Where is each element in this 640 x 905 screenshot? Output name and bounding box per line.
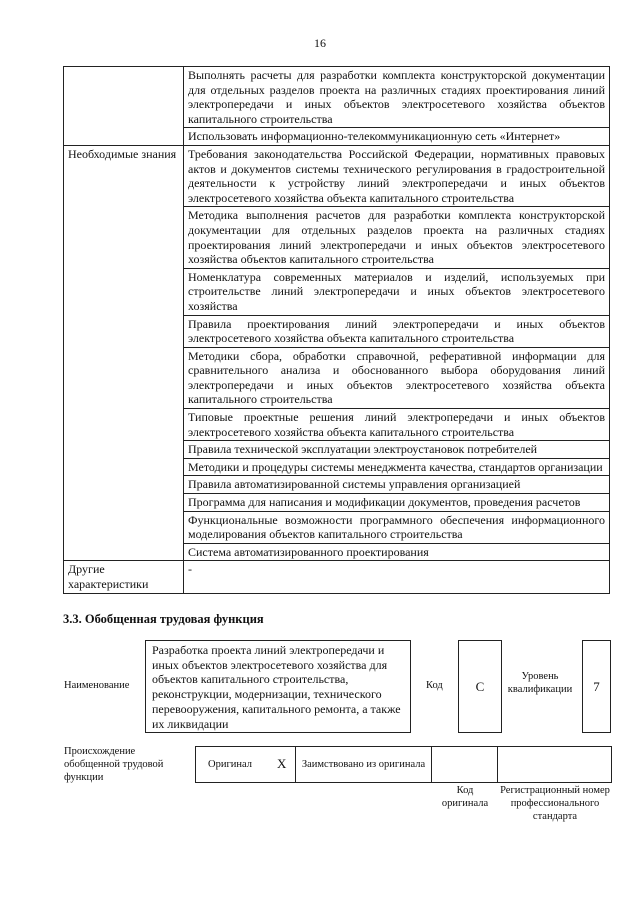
knowledge-table bbox=[63, 66, 610, 594]
row-text: Использовать информационно-телекоммуникационную сеть «Интернет» bbox=[184, 128, 610, 146]
row-label bbox=[64, 67, 184, 146]
row-text: Функциональные возможности программного обеспечения информационного моделирования объектов капитального строительства bbox=[184, 511, 610, 543]
code-original-cell bbox=[431, 746, 498, 783]
row-text: Методики сбора, обработки справочной, реферативной информации для сравнительного анализа и обоснованного выбора оборудования линий электропередачи и иных объектов электросетевого хозяйства объекта капитального строительства bbox=[184, 347, 610, 408]
original-mark: X bbox=[277, 756, 287, 771]
table-row bbox=[64, 67, 610, 128]
row-label: Другие характеристики bbox=[64, 561, 184, 593]
code-original-label: Код оригинала bbox=[441, 785, 489, 809]
row-text: Методика выполнения расчетов для разработки комплекта конструкторской документации для отдельных разделов проекта на различных стадиях проектирования линий электропередачи и иных объектов электросетевого хозяйства объектов капитального строительства bbox=[184, 207, 610, 268]
section-title: 3.3. Обобщенная трудовая функция bbox=[63, 612, 264, 626]
row-label: Необходимые знания bbox=[64, 145, 184, 560]
page-number: 16 bbox=[314, 36, 326, 50]
name-field: Разработка проекта линий электропередачи и иных объектов электросетевого хозяйства для объектов капитального строительства, реконструкции, модернизации, технического перевооружения, капитального ремонта, а также их ликвидации bbox=[145, 640, 411, 733]
row-text: Типовые проектные решения линий электропередачи и иных объектов электросетевого хозяйства объекта капитального строительства bbox=[184, 409, 610, 441]
reg-number-cell bbox=[497, 746, 612, 783]
row-text: Выполнять расчеты для разработки комплекта конструкторской документации для отдельных разделов проекта на различных стадиях проектирования линий электропередачи и иных объектов электросетевого хозяйства объектов капитального строительства bbox=[184, 67, 610, 128]
row-text: Требования законодательства Российской Федерации, нормативных правовых актов и документов системы технического регулирования в градостроительной деятельности к устройству линий электропередачи и иных объектов электросетевого хозяйства объекта капитального строительства bbox=[184, 145, 610, 206]
row-text: Правила автоматизированной системы управления организацией bbox=[184, 476, 610, 494]
level-label: Уровень квалификации bbox=[507, 671, 573, 695]
borrowed-cell bbox=[295, 746, 432, 783]
row-text: Система автоматизированного проектирования bbox=[184, 543, 610, 561]
code-label: Код bbox=[426, 680, 443, 691]
original-cell bbox=[195, 746, 296, 783]
origin-label: Происхождение обобщенной трудовой функции bbox=[64, 746, 164, 783]
row-text: Методики и процедуры системы менеджмента качества, стандартов организации bbox=[184, 458, 610, 476]
table-row bbox=[64, 561, 610, 593]
borrowed-label: Заимствовано из оригинала bbox=[301, 759, 426, 770]
row-text: Номенклатура современных материалов и изделий, используемых при строительстве линий электропередачи и иных объектов электросетевого хозяйства bbox=[184, 268, 610, 315]
level-value: 7 bbox=[582, 640, 611, 733]
row-text: Правила проектирования линий электропередачи и иных объектов электросетевого хозяйства объекта капитального строительства bbox=[184, 315, 610, 347]
name-label: Наименование bbox=[64, 680, 130, 691]
row-text: Программа для написания и модификации документов, проведения расчетов bbox=[184, 494, 610, 512]
reg-number-label: Регистрационный номер профессионального стандарта bbox=[500, 785, 610, 822]
code-value: C bbox=[458, 640, 502, 733]
original-label: Оригинал bbox=[208, 759, 252, 770]
row-text: - bbox=[184, 561, 610, 593]
row-text: Правила технической эксплуатации электроустановок потребителей bbox=[184, 441, 610, 459]
table-row bbox=[64, 145, 610, 206]
